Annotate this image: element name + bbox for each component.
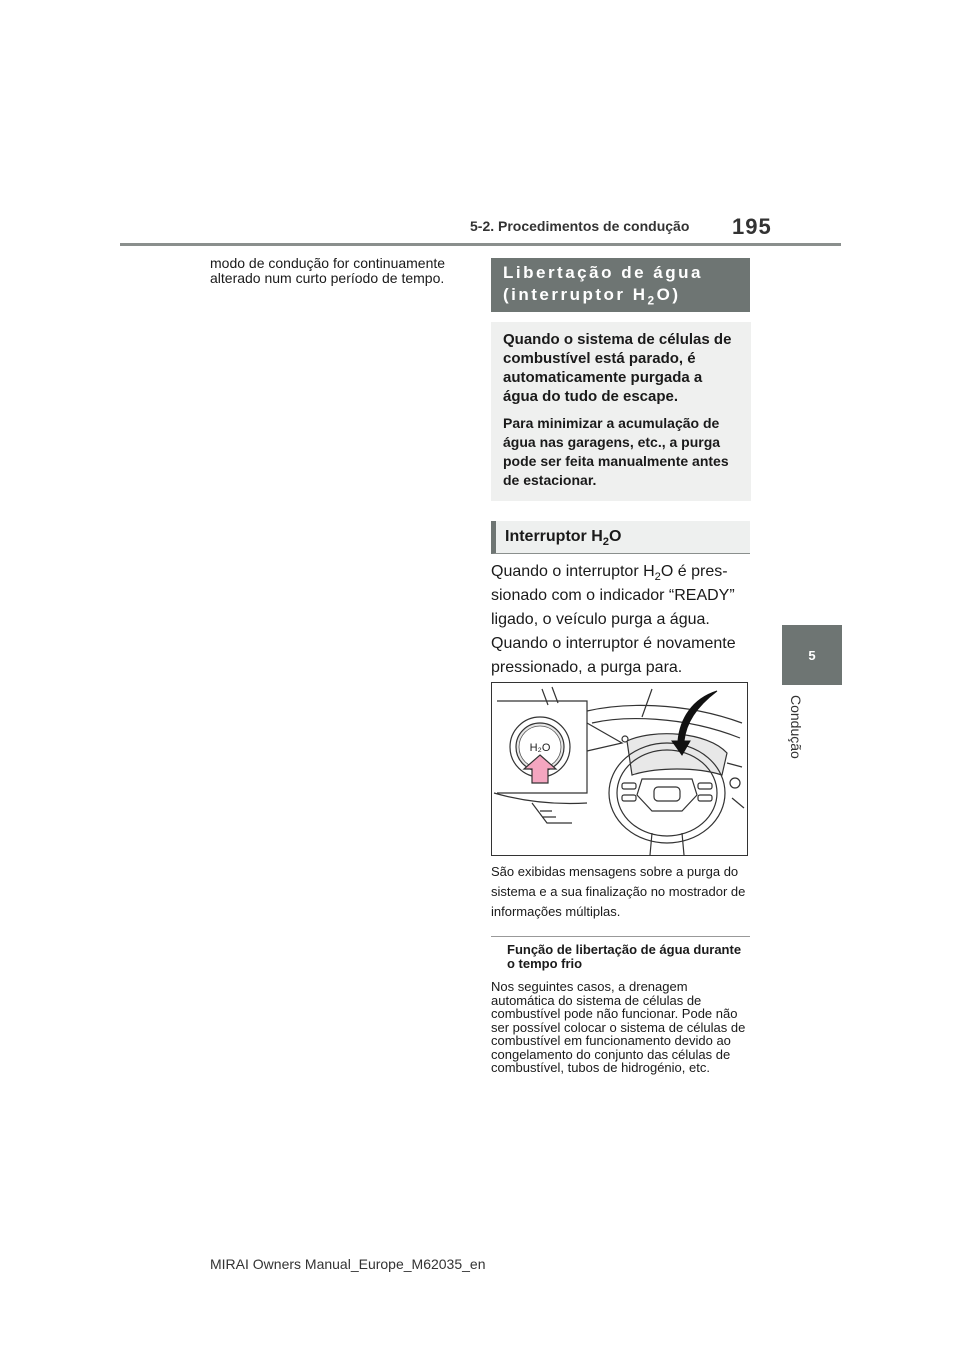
dashboard-drawing	[492, 683, 747, 855]
chapter-number: 5	[808, 647, 816, 663]
summary-paragraph-2: Para minimizar a acumulação de água nas garagens, etc., a purga pode ser feita manualmente antes de estacionar.	[503, 415, 729, 488]
section-summary	[491, 322, 751, 501]
chapter-label: Condução	[788, 695, 804, 759]
subsection-body: Quando o interruptor $H_2O$ é pres-sionado com o indicador “READY” ligado, o veículo purga a água. Quando o interruptor é novamente pressionado, a purga para.	[491, 563, 736, 676]
note-text: Nos seguintes casos, a drenagem automática do sistema de células de combustível pode não funcionar. Pode não ser possível colocar o sistema de células de combustível em funcionamento devido ao congelamento do conjunto das células de combustível, tubos de hidrogénio, etc.	[491, 979, 746, 1075]
section-title	[491, 258, 750, 312]
section-header: 5-2. Procedimentos de condução	[470, 218, 690, 234]
figure-caption: São exibidas mensagens sobre a purga do sistema e a sua finalização no mostrador de informações múltiplas.	[491, 864, 746, 919]
note-divider	[491, 936, 750, 937]
page-number: 195	[732, 214, 772, 239]
h2o-button-label: H₂O	[529, 742, 551, 754]
summary-paragraph-1: Quando o sistema de células de combustível está parado, é automaticamente purgada a água do tudo de escape.	[503, 331, 732, 405]
continued-paragraph: modo de condução for continuamente alterado num curto período de tempo.	[210, 255, 446, 286]
footer-manual-id: MIRAI Owners Manual_Europe_M62035_en	[210, 1256, 486, 1272]
subsection-title: Interruptor $H_2O$	[491, 521, 750, 554]
section-title-line2: (interruptor $H_2O$)	[503, 285, 681, 308]
section-title-line1: Libertação de água	[503, 263, 703, 282]
chapter-label-wrapper	[786, 695, 804, 775]
chapter-tab[interactable]	[782, 625, 842, 685]
header-rule	[120, 243, 841, 246]
note-title: Função de libertação de água durante o tempo frio	[507, 942, 742, 971]
dashboard-illustration	[491, 682, 748, 856]
